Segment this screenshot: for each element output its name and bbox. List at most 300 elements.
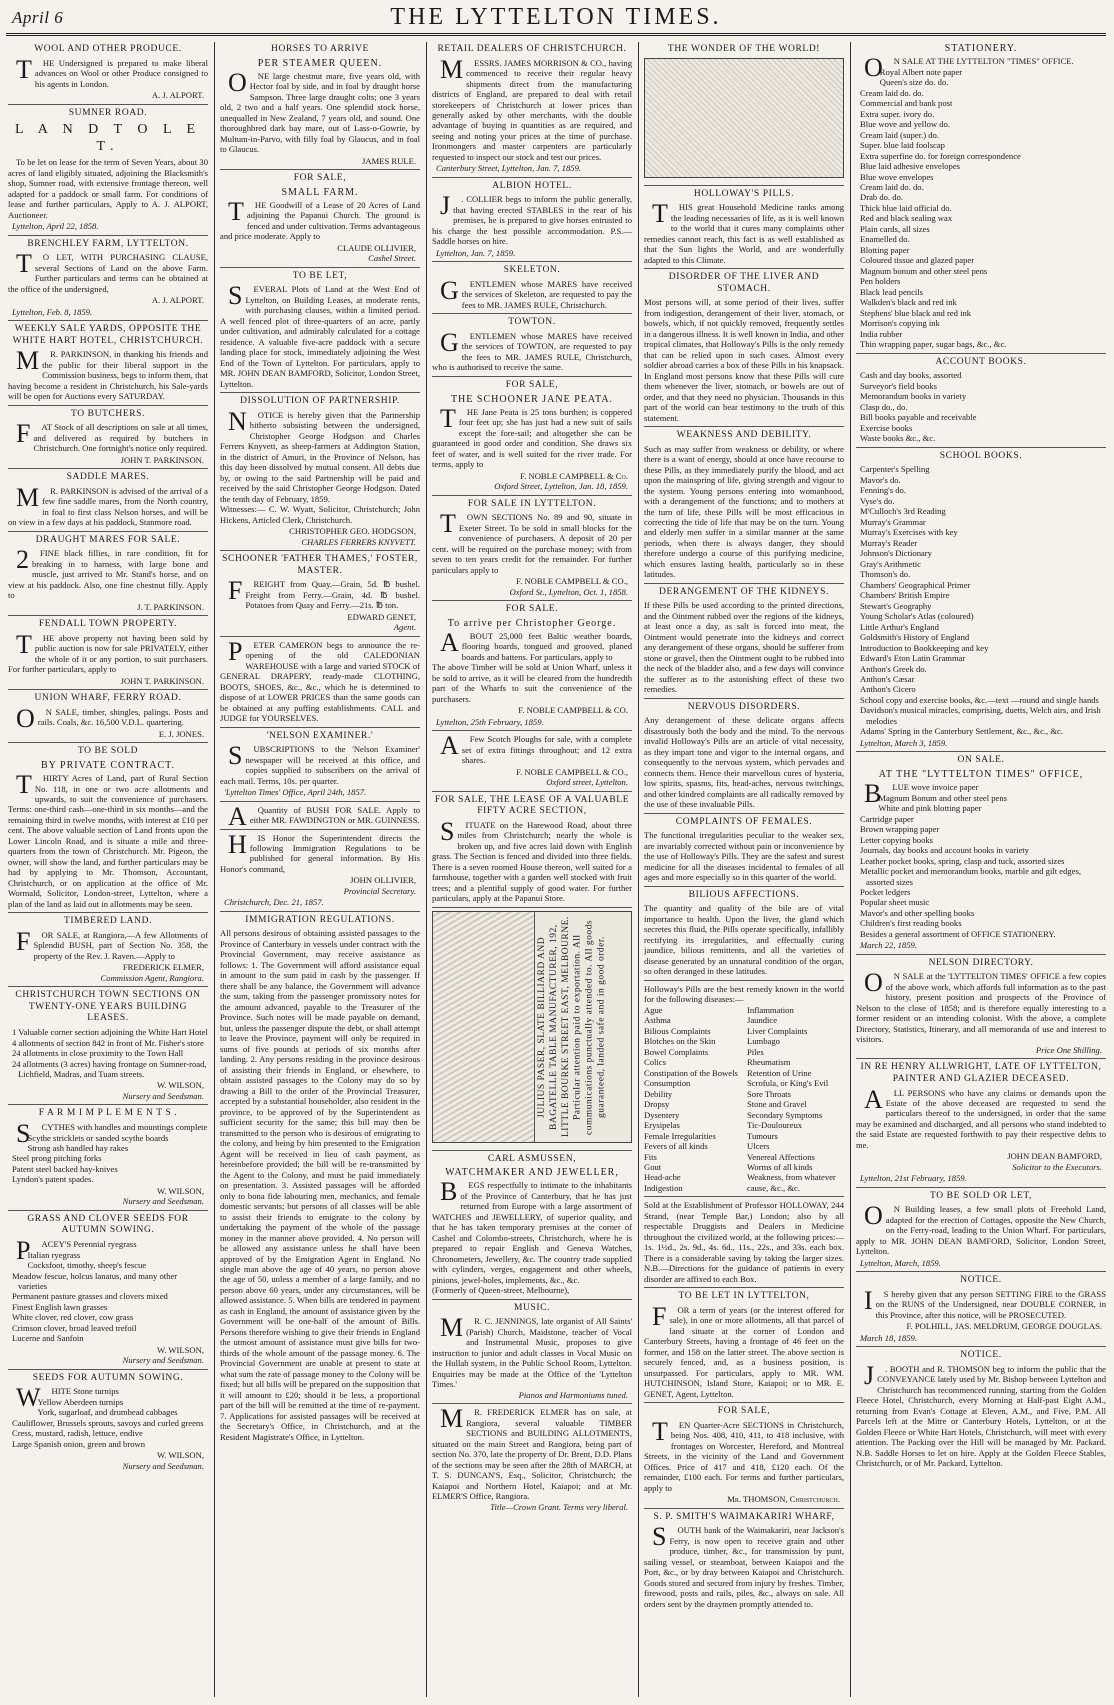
ad-text: The quantity and quality of the bile are of vital importance to health. Upon the liver, the gland which secretes this fluid, the Pills operate specifically, infallibly rectifying its irregularities, and effectually curing jaundice, bilious remittents, and all the varieties of disease generated by an unnatural condition of the organ, so often deranged in these latitudes.: [644, 903, 844, 977]
ad-dateline: 'Lyttelton Times' Office, April 24th, 1857.: [224, 787, 367, 798]
disease-item: Colics: [644, 1057, 666, 1068]
drop-cap: H: [228, 829, 247, 859]
ad-signature: W. WILSON,: [156, 1080, 204, 1091]
ad-body-text: R. C. JENNINGS, late organist of All Saints' (Parish) Church, Maidstone, teacher of Vocal and Instrumental Music, proposes to give instruction to junior and adult classes in Vocal Music on the Hullah system, in the Public School Room, Lyttelton. Enquiries may be made at the Office of the 'Lyttelton Times.': [432, 1316, 632, 1390]
ad-heading: DISORDER OF THE LIVER AND STOMACH.: [668, 272, 820, 294]
ad-text: Any derangement of these delicate organs affects disastrously both the body and the mind. To the nervous invalid Holloway's Pills are an article of vital necessity, as they impart tone and vigor to the internal organs, and consequently to the nervous system, which pervades and connects them. Hence their marvellous cures of hysteria, low spirits, spasms, fits, head-aches, nervous twitchings, and other kindred complaints are all radically removed by the use of these invaluable Pills.: [644, 715, 844, 810]
drop-cap: I: [864, 1285, 873, 1315]
advertisement: [220, 636, 420, 728]
advertisement: [644, 817, 844, 887]
ad-body-text: N SALE AT THE LYTTELTON "TIMES" OFFICE.: [893, 56, 1074, 67]
ad-body-text: To be let on lease for the term of Seven Years, about 30 acres of land eligibly situated, adjoining the Blacksmith's shop, Sumner road, with extensive frontage thereon, well adapted for a paddock or small farm. For conditions of lease and further particulars, Apply to A. J. ALPORT, Auctioneer.: [8, 157, 208, 220]
advertisement: [220, 396, 420, 551]
ad-body-text: . BOOTH and R. THOMSON beg to inform the public that the CONVEYANCE lately used by Mr. Bishop between Lyttelton and Christchurch has recommenced running, starting from the Golden Fleece Hotel, Christchurch, every Morning at Half-past Eight A.M., returning from Evan's Cottage at Eleven, A.M., and Five, P.M. All Parcels left at the Mitre or Canterbury Hotels, Lyttelton, or at the Golden Fleece or White Hart Hotels, Christchurch, will meet with every attention. The Packing over the Hill will be managed by Mr. Packard. N.B. Saddle Horses to let on hire. Apply at the Golden Fleece Stables, Christchurch, or of Mr. Packard, Lyttelton.: [856, 1363, 1106, 1469]
ad-signature-detail: Commission Agent, Rangiora.: [100, 972, 204, 983]
advertisement: [220, 731, 420, 802]
disease-item: Blotches on the Skin: [644, 1036, 716, 1047]
list-item: Walkden's black and red ink: [860, 297, 957, 308]
ad-body-text: R. FREDERICK ELMER has on sale, at Rangiora, several valuable TIMBER SECTIONS and BUILDING ALLOTMENTS, situated on the main Street and Rangiora, being part of section No. 370, late the property of Dr. Brent, D.D. Plans of the sections may be seen after the 28th of MARCH, at T. S. DUNCAN'S, Esq., Solicitor, Christchurch; the Kaiapoi and Northern Hotel, Kaiapoi; and at Mr. ELMER'S Office, Rangiora.: [432, 1407, 632, 1502]
ad-heading: TO BE LET IN LYTTELTON,: [678, 1291, 810, 1302]
advertisement: [432, 44, 632, 178]
ad-heading: WEEKLY SALE YARDS, OPPOSITE THE WHITE HART HOTEL, CHRISTCHURCH.: [12, 324, 204, 346]
ad-signature: JOHN T. PARKINSON.: [120, 454, 204, 465]
drop-cap: T: [16, 770, 32, 800]
ad-body: [432, 816, 632, 904]
advertisement: [8, 1108, 208, 1210]
advertisement: [432, 265, 632, 314]
drop-cap: T: [440, 403, 456, 433]
disease-item: Ulcers: [747, 1141, 770, 1152]
list-item: Fenning's do.: [860, 485, 906, 496]
list-item: Letter copying books: [860, 834, 934, 845]
disease-item: Sore Throats: [747, 1088, 791, 1099]
ad-heading: HOLLOWAY'S PILLS.: [693, 188, 795, 199]
ad-heading: IN RE HENRY ALLWRIGHT, LATE OF LYTTELTON, PAINTER AND GLAZIER DECEASED.: [860, 1062, 1102, 1084]
column-3: [432, 42, 632, 1697]
list-item: Gray's Arithmetic: [860, 558, 921, 569]
ad-heading: SEEDS FOR AUTUMN SOWING.: [32, 1372, 184, 1383]
disease-item: Fevers of all kinds: [644, 1141, 708, 1152]
ad-heading: NERVOUS DISORDERS.: [687, 701, 801, 712]
ad-body-text: HIS great Household Medicine ranks among the leading necessaries of life, as it is well known to the world that it cures many complaints other remedies cannot reach, this fact is as well established as that the Sun lights the World, and are wonderfully adapted to this Climate.: [644, 202, 844, 265]
drop-cap: P: [228, 636, 243, 666]
drop-cap: T: [16, 54, 32, 84]
ad-heading: SCHOONER 'FATHER THAMES,' FOSTER, MASTER.: [222, 554, 418, 576]
ad-dateline: March 22, 1859.: [860, 940, 917, 951]
drop-cap: F: [228, 576, 243, 606]
list-item: Children's first reading books: [860, 918, 962, 929]
ad-body-text: ENTLEMEN whose MARES have received the services of Skeleton, are requested to pay the fees to MR. JAMES RULE, Christchurch.: [461, 278, 632, 310]
ad-text: (Formerly of Queen-street, Melbourne),: [432, 1285, 570, 1296]
drop-cap: O: [228, 67, 247, 97]
list-item: Cream laid (super.) do.: [860, 129, 939, 140]
ad-body: [8, 545, 208, 601]
advertisement: [8, 239, 208, 321]
newspaper-title: THE LYTTELTON TIMES.: [390, 4, 722, 30]
ad-body: [432, 54, 632, 163]
list-item: Extra superfine do. for foreign correspondence: [860, 150, 1021, 161]
advertisement: [644, 430, 844, 584]
advertisement: [220, 44, 420, 170]
ad-body: [644, 1522, 844, 1609]
ad-body-text: OUTH bank of the Waimakariri, near Jackson's Ferry, is now open to receive grain and other produce, timber, &c., for transmission by punt, sailing vessel, or steamboat, between Kaiapoi and the Port, &c., or by dray between Kaiapoi and Christchurch. Goods stored and secured from injury by freshes. Timber, firewood, posts and rails, piles, &c., always on sale. All orders sent by the draymen promptly attended to.: [644, 1525, 844, 1609]
ad-heading: ACCOUNT BOOKS.: [935, 356, 1027, 367]
ad-signature-detail: Provincial Secretary.: [343, 885, 416, 896]
ad-body-text: HITE Stone turnips: [51, 1386, 119, 1397]
ad-signature: J. T. PARKINSON.: [137, 601, 204, 612]
advertisement: [8, 746, 208, 913]
advertisement: [644, 1200, 844, 1288]
ad-body-text: OR SALE, at Rangiora,—A few Allotments of Splendid BUSH, part of Section No. 358, the property of the Rev. J. Raven.—Apply to: [33, 929, 208, 961]
advertisement: [856, 43, 1106, 354]
ad-body: [856, 1084, 1106, 1151]
advertisement: [432, 795, 632, 908]
drop-cap: A: [864, 1084, 883, 1114]
ad-body: [8, 629, 208, 675]
advertisement: [432, 317, 632, 377]
ad-body: [432, 275, 632, 310]
ad-subheading: WATCHMAKER AND JEWELLER,: [445, 1167, 619, 1179]
ad-body: [220, 67, 420, 155]
ad-body-text: . COLLIER begs to inform the public generally, that having erected STABLES in the rear of his premises, he is prepared to give horses entrusted to his charge the best possible accommodation. P.S.—Saddle horses on hire.: [432, 194, 632, 247]
ad-body-text: CYTHES with handles and mountings complete: [41, 1122, 208, 1133]
ad-body-text: N Building leases, a few small plots of Freehold Land, adapted for the erection of Cottages, opposite the New Church, on the Ferry-road, leading to the Union Wharf. For particulars, apply to MR. JOHN DEAN BAMFORD, Solicitor, London Street, Lyttelton.: [856, 1204, 1106, 1257]
disease-item: Dropsy: [644, 1099, 670, 1110]
ad-signature-detail: CHARLES FERRERS KNYVETT.: [301, 536, 416, 547]
list-item: India rubber: [860, 328, 903, 339]
disease-item: Asthma: [644, 1015, 671, 1026]
disease-item: Gout: [644, 1161, 662, 1172]
list-item: Patent steel backed hay-knives: [12, 1163, 118, 1174]
list-item: Drab do. do.: [860, 192, 903, 203]
ad-signature: A. J. ALPORT.: [151, 90, 204, 101]
advertisement: [8, 108, 208, 236]
list-item: Besides a general assortment of OFFICE STATIONERY.: [860, 928, 1056, 939]
ad-signature-detail: Price One Shilling.: [1035, 1044, 1102, 1055]
ad-heading: S. P. SMITH'S WAIMAKARIRI WHARF,: [653, 1511, 835, 1522]
ad-dateline: March 18, 1859.: [860, 1332, 917, 1343]
ad-heading: WEAKNESS AND DEBILITY.: [676, 430, 812, 441]
advertisement: [644, 890, 844, 981]
ad-subheading: AT THE "LYTTELTON TIMES" OFFICE,: [878, 768, 1084, 780]
ad-signature-detail: Nursery and Seedsman.: [122, 1355, 204, 1366]
advertisement: [644, 587, 844, 699]
disease-item: Worms of all kinds: [747, 1161, 813, 1172]
ad-body: [8, 419, 208, 454]
advertisement: [432, 499, 632, 601]
drop-cap: M: [16, 346, 40, 376]
ad-body: [432, 731, 632, 766]
list-item: Anthon's Cicero: [860, 684, 916, 695]
list-item: Chambers' Geographical Primer: [860, 579, 971, 590]
ad-heading: TOWTON.: [508, 317, 556, 328]
list-item: Murray's Reader: [860, 537, 918, 548]
ad-signature: EDWARD GENET,: [347, 611, 416, 622]
list-item: Magnum Bonum and other steel pens: [878, 792, 1007, 803]
drop-cap: M: [440, 1404, 464, 1434]
engraving-caption: JULIUS PASER, SLATE BILLIARD AND BAGATELLE TABLE MANUFACTURER, 192, LITTLE BOURKE STREET EAST, MELBOURNE. Particular attention paid to exportation. All communications punctually attended to. All goods guaranteed, landed safe and in good order.: [537, 916, 607, 1138]
ad-signature: W. WILSON,: [156, 1450, 204, 1461]
masthead: [6, 2, 1106, 36]
ad-body-text: UBSCRIPTIONS to the 'Nelson Examiner' newspaper will be received at this office, and copies supplied to subscribers on the arrival of each mail. Terms, 10s. per quarter.: [220, 744, 420, 786]
ad-body: [432, 328, 632, 373]
ad-heading: SCHOOL BOOKS.: [939, 450, 1023, 461]
disease-item: Piles: [747, 1046, 764, 1057]
drop-cap: T: [16, 249, 32, 279]
ad-dateline: Lyttelton, Feb. 8, 1859.: [12, 306, 93, 317]
ad-heading: ALBION HOTEL.: [492, 180, 572, 191]
ad-body: [8, 157, 208, 220]
ad-heading: TO BUTCHERS.: [70, 408, 146, 419]
list-item: Exercise books: [860, 422, 913, 433]
drop-cap: P: [16, 1236, 31, 1266]
list-item: School copy and exercise books, &c.—text —round and single hands: [860, 694, 1099, 705]
ad-body-text: Quantity of BUSH FOR SALE. Apply to either MR. FAWDINGTON or MR. GUINNESS.: [249, 804, 420, 826]
column-divider: [426, 42, 427, 1697]
list-item: Adams' Spring in the Canterbury Settlement, &c., &c., &c.: [860, 726, 1063, 737]
ad-heading: BRENCHLEY FARM, LYTTELTON.: [27, 238, 189, 249]
ad-text: Witnesses:— C. W. Wyatt, Solicitor, Christchurch; John Hickens, Articled Clerk, Christchurch.: [220, 504, 420, 525]
list-item: Cress, mustard, radish, lettuce, endive: [12, 1428, 143, 1439]
list-item: Thomson's do.: [860, 569, 911, 580]
advertisement: [432, 911, 632, 1151]
ad-body: [644, 1301, 844, 1399]
masthead-rule: [6, 33, 1106, 36]
ad-text: The functional irregularities peculiar to the weaker sex, are invariably corrected without pain or inconvenience by the use of Holloway's Pills. They are the safest and surest medicine for all the diseases incidental to females of all ages and more especially so in this quarter of the world.: [644, 830, 844, 883]
ad-signature-detail: Agent.: [393, 622, 416, 633]
ad-body-text: EN Quarter-Acre SECTIONS in Christchurch, being Nos. 408, 410, 411, to 418 inclusive, with frontages on Worcester, Hereford, and Montreal Streets, in the vicinity of the Land and Government Offices. Price of 417 and 418, £120 each. Of the remainder, £100 each. For terms and further particulars, apply to: [644, 1419, 844, 1493]
drop-cap: G: [440, 275, 459, 305]
list-item: 4 allotments of section 842 in front of Mr. Fisher's store: [12, 1037, 204, 1048]
ad-body-text: N SALE at the 'LYTTELTON TIMES' OFFICE a few copies of the above work, which affords full information as to the past history, present position and prospects of the Province of Nelson to the close of 1858; and is therefore equally interesting to a former resident or an intending colonist. With the above, a complete Directory, Statistics, Itinerary, and all memoranda of use and interest to visitors.: [856, 971, 1106, 1045]
list-item: 24 allotments in close proximity to the Town Hall: [12, 1048, 184, 1059]
list-item: Cream laid do. do.: [860, 87, 924, 98]
list-item: Mavor's and other spelling books: [860, 907, 975, 918]
ad-subheading: STATIONERY.: [944, 43, 1018, 54]
list-item: Strong ash handled hay rakes: [27, 1142, 129, 1153]
list-item: Johnson's Dictionary: [860, 548, 932, 559]
ad-body-text: Few Scotch Ploughs for sale, with a complete set of extra fittings throughout; and 12 extra shares.: [461, 734, 632, 766]
list-item: Lucerne and Sanfoin: [12, 1333, 84, 1344]
disease-item: Jaundice: [747, 1015, 778, 1026]
drop-cap: F: [16, 926, 31, 956]
list-item: Young Scholar's Atlas (coloured): [860, 611, 974, 622]
list-item: Goldsmith's History of England: [860, 632, 970, 643]
advertisement: [432, 181, 632, 262]
ad-heading: BILIOUS AFFECTIONS.: [688, 889, 800, 900]
advertisement: [856, 451, 1106, 753]
list-item: Lyndon's patent spades.: [12, 1174, 94, 1185]
advertisement: [432, 1154, 632, 1300]
ad-body-text: HE Goodwill of a Lease of 20 Acres of Land adjoining the Papanui Church. The ground is fenced and under cultivation. Terms advantageous and price moderate. Apply to: [220, 199, 420, 242]
advertisement: [220, 173, 420, 268]
advertisement: [220, 271, 420, 393]
advertisement: [432, 1303, 632, 1404]
ad-heading: TIMBERED LAND.: [63, 916, 153, 927]
column-4: [644, 42, 844, 1697]
list-item: Permanent pasture grasses and clovers mixed: [12, 1291, 168, 1302]
list-item: Stewart's Geography: [860, 600, 932, 611]
list-item: Anthon's Greek do.: [860, 663, 927, 674]
drop-cap: N: [228, 406, 247, 436]
drop-cap: T: [228, 196, 244, 226]
disease-column-a: [644, 1005, 741, 1194]
ad-signature: JOHN DEAN BAMFORD,: [1007, 1151, 1102, 1162]
list-item: Plain cards, all sizes: [860, 223, 930, 234]
ad-signature-detail: Oxford street, Lyttelton.: [546, 777, 628, 788]
ad-text: The above Timber will be sold at Union Wharf, unless it be sold to arrive, as it will be cleared from the hundredth part of the Wharfs to suit the convenience of the purchasers.: [432, 662, 632, 704]
ad-body-text: ITUATE on the Harewood Road, about three miles from Christchurch; nearly the whole is broken up, and five acres laid down with English grass. The Section is fenced and divided into three fields. There is a seven roomed House thereon, well suited for a farmhouse, together with a garden well stocked with fruit trees; and a plentiful supply of good water. For further particulars, apply at the Papanui Store.: [432, 819, 632, 904]
list-item: Cream laid do. do.: [860, 182, 924, 192]
advertisement: [644, 984, 844, 1198]
list-item: Crimson clover, broad leaved trefoil: [12, 1322, 137, 1333]
ad-body-text: O LET, WITH PURCHASING CLAUSE, several Sections of Land on the above Farm. Further particulars and terms can be obtained at the office of the undersigned,: [8, 252, 208, 294]
list-item: Coloured tissue and glazed paper: [860, 255, 975, 266]
list-item: Pocket ledgers: [860, 886, 911, 897]
column-divider: [638, 42, 639, 1697]
ad-body: [856, 1285, 1106, 1320]
drop-cap: A: [228, 801, 247, 831]
list-item: Blue wove and yellow do.: [860, 119, 950, 130]
list-item: Royal Albert note paper: [879, 66, 963, 77]
list-item: Magnum bonum and other steel pens: [860, 265, 988, 276]
ad-subheading: BY PRIVATE CONTRACT.: [41, 759, 175, 771]
advertisement: [644, 44, 844, 186]
ad-heading: THE WONDER OF THE WORLD!: [667, 44, 821, 54]
list-item: Stephens' blue black and red ink: [860, 307, 972, 318]
ad-signature: F. POLHILL, JAS. MELDRUM, GEORGE DOUGLAS.: [906, 1321, 1102, 1332]
ad-body: [8, 770, 208, 909]
list-item: Red and black sealing wax: [860, 213, 953, 224]
list-item: Anthon's Cæsar: [860, 673, 915, 684]
ad-subheading: To arrive per Christopher George.: [447, 617, 617, 629]
ad-body: [644, 1416, 844, 1493]
list-item: Morrison's copying ink: [860, 318, 940, 329]
ad-body: [432, 1313, 632, 1390]
drop-cap: M: [440, 1313, 464, 1343]
ad-heading: COMPLAINTS OF FEMALES.: [675, 816, 813, 827]
ad-signature: A. J. ALPORT.: [151, 295, 204, 306]
advertisement: [856, 1275, 1106, 1347]
ad-signature: E. J. JONES.: [158, 728, 204, 739]
ad-body: [856, 1360, 1106, 1469]
advertisement: [856, 1191, 1106, 1272]
ad-heading: TO BE LET,: [292, 270, 348, 281]
disease-item: Tumours: [747, 1130, 778, 1141]
advertisement: [220, 829, 420, 912]
list-item: White clover, red clover, cow grass: [12, 1312, 134, 1323]
disease-item: Lumbago: [747, 1036, 780, 1047]
list-item: Cartridge paper: [860, 813, 914, 824]
list-item: Steel prong pitching forks: [12, 1153, 102, 1164]
ad-signature: JOHN OLLIVIER,: [350, 875, 416, 886]
drop-cap: S: [228, 281, 243, 311]
list-item: Blue laid adhesive envelopes: [860, 161, 960, 172]
advertisement: [856, 1062, 1106, 1188]
list-item: Little Arthur's England: [860, 621, 939, 632]
ad-signature: CHRISTOPHER GEO. HODGSON,: [289, 526, 416, 537]
ad-signature: CLAUDE OLLIVIER,: [337, 242, 416, 253]
ad-text: Such as may suffer from weakness or debility, or where there is a want of energy, should at once have recourse to these Pills, as they immediately purify the blood, and act upon the mainspring of life, giving strength and vigour to the system. Young persons entering into womanhood, with a derangement of the functions; and to mothers at the turn of life, these Pills will be most efficacious in correcting the tide of life that may be on the turn. Young and elderly men suffer in a similar manner at the same periods, when there is always danger, they should therefore undergo a course of this purifying medicine, which ensures lasting health, particularly so in these latitudes.: [644, 443, 844, 580]
ad-body-text: R. PARKINSON is advised of the arrival of a few fine saddle mares, from the North country, in foal to first class Nelson horses, and will be on view in a few days at his paddock, Stanmore road.: [8, 485, 208, 528]
ad-body: [432, 1404, 632, 1502]
ad-body-text: N SALE, timber, shingles, palings. Posts and rails. Coals, &c. 16,500 V.D.L. quartering.: [37, 706, 208, 728]
ad-body-text: ESSRS. JAMES MORRISON & CO., having commenced to receive their regular heavy shipments direct from the manufacturing districts of England, are prepared to deal with retail storekeepers of Christchurch at lower prices than generally asked by other merchants, with the double advantage of buying in quantities as are required, and seeing and noting your prices at the time of purchase. Ironmongers and master carpenters are particularly requested to inspect our stock and test our prices.: [432, 57, 632, 162]
ad-body-text: HE Jane Peata is 25 tons burthen; is coppered four feet up; she has just had a new suit of sails except the fore-sail; and altogether she can be guaranteed in good order and condition. She draws six feet of water, and is well suited for the river trade. For terms, apply to: [432, 406, 632, 470]
list-item: White and pink blotting paper: [878, 803, 982, 814]
ad-heading: DERANGEMENT OF THE KIDNEYS.: [659, 586, 829, 597]
list-item: Memorandum books in variety: [860, 391, 967, 402]
ad-heading: F A R M I M P L E M E N T S .: [38, 1108, 178, 1119]
list-item: Thick blue laid official do.: [860, 202, 952, 213]
ad-heading: NELSON DIRECTORY.: [928, 957, 1034, 968]
ad-body: [8, 346, 208, 402]
ad-text: If these Pills be used according to the printed directions, and the Ointment rubbed over the regions of the kidneys, at least once a day, as salt is forced into meat, the Ointment would penetrate into the kidneys and correct any derangement of these organs, should be sufferer from stone or gravel, then the Ointment ought to be rubbed into the neck of the bladder also, and a few days will convince the sufferer as to the astonishing effect of these two remedies.: [644, 600, 844, 695]
ad-dateline: Canterbury Street, Lyttelton, Jan. 7, 1859.: [436, 163, 582, 174]
list-item: Mavor's do.: [860, 474, 901, 485]
advertisement: [644, 1512, 844, 1612]
ad-heading: FOR SALE,: [717, 1406, 771, 1417]
list-item: Leather pocket books, spring, clasp and tuck, assorted sizes: [860, 855, 1065, 866]
list-item: Waste books &c., &c.: [860, 433, 936, 444]
list-item: Metallic pocket and memorandum books, marble and gilt edges, assorted sizes: [860, 866, 1081, 887]
ad-body: [8, 926, 208, 961]
column-1: [8, 42, 208, 1697]
ad-body-text: LL PERSONS who have any claims or demands upon the Estate of the above deceased are requested to send the particulars thereof to the undersigned, in order that the same may be examined and discharged, and all persons who stand indebted to the said Estate are requested forthwith to pay their respective debts to me.: [856, 1087, 1106, 1150]
ad-body: [8, 482, 208, 528]
advertisement: [8, 1373, 208, 1474]
ad-dateline: Lyttelton, 25th February, 1859.: [436, 716, 544, 727]
ad-heading: SADDLE MARES.: [66, 472, 150, 483]
drop-cap: O: [864, 53, 883, 83]
drop-cap: S: [440, 816, 455, 846]
disease-item: Fits: [644, 1151, 657, 1162]
ad-heading: MUSIC.: [513, 1302, 551, 1313]
advertisement: [8, 472, 208, 532]
ad-signature-detail: Nursery and Seedsman.: [122, 1196, 204, 1207]
disease-item: Bilious Complaints: [644, 1025, 711, 1036]
ad-subheading: PER STEAMER QUEEN.: [257, 57, 383, 69]
list-item: Clasp do., do.: [860, 401, 908, 412]
ad-subheading: SMALL FARM.: [281, 186, 359, 198]
drop-cap: S: [652, 1522, 667, 1552]
list-item: Cocksfoot, timothy, sheep's fescue: [27, 1260, 147, 1271]
ad-text: Holloway's Pills are the best remedy known in the world for the following diseases:—: [644, 983, 844, 1005]
disease-item: Constipation of the Bowels: [644, 1067, 738, 1078]
ad-body-text: OR a term of years (or the interest offered for sale), in one or more allotments, all that parcel of land situate at the corner of London and Canterbury Streets, having a frontage of 46 feet on the former, and 158 on the latter street. The above section is securely fenced, and, as a business position, is unsurpassed. For particulars, apply to MR. WM. HUTCHINSON, Island Store, Kaiapoi; or to MR. E. GENET, Agent, Lyttelton.: [644, 1304, 844, 1399]
advertisement: [8, 324, 208, 406]
ad-text: Most persons will, at some period of their lives, suffer from indigestion, derangement of their liver, stomach, or bowels, which, if not quickly removed, frequently settles in a dangerous illness. It is well known in India, and other tropical climates, that Holloway's Pills is the only remedy that can be relied upon in such cases. Almost every soldier abroad carries a box of these Pills in his knapsack. In England most persons know that these Pills will cure them whenever the liver, stomach, or bowels are out of order, and that they need no physician. Thousands in this part of the world can bear testimony to the truth of this statement.: [644, 297, 844, 423]
ad-heading: FOR SALE IN LYTTELTON.: [467, 498, 597, 509]
list-item: Blotting paper: [860, 244, 910, 255]
ad-dateline: Lyttelton, April 22, 1858.: [12, 221, 99, 232]
list-item: Thin wrapping paper, sugar bags, &c., &c.: [860, 339, 1007, 350]
drop-cap: O: [864, 1201, 883, 1231]
ad-signature: JAMES RULE.: [362, 155, 416, 166]
advertisement: [8, 409, 208, 470]
ad-body-text: EGS respectfully to intimate to the inhabitants of the Province of Canterbury, that he has just returned from Europe with a large assortment of WATCHES and JEWELLERY, of superior quality, and that he has taken temporary premises at the corner of Cashel and Colombo-streets, Christchurch, where he is prepared to repair English and Geneva Watches, Chronometers, Jewellery, &c. The country trade supplied with cylinders, verges, engagement and other wheels, pinions, jewel-holes, implements, &c., &c.: [432, 1180, 632, 1285]
ad-body: [220, 829, 420, 875]
ad-body-text: ACEY'S Perennial ryegrass: [41, 1239, 137, 1250]
list-item: Cash and day books, assorted: [860, 370, 962, 381]
advertisement: [644, 1406, 844, 1508]
ad-signature: Mr. THOMSON, Christchurch.: [727, 1494, 840, 1505]
column-divider: [850, 42, 851, 1697]
ad-body-text: EVERAL Plots of Land at the West End of Lyttelton, on Building Leases, at moderate rents, with purchasing clauses, within a limited period. A well fenced plot of three-quarters of an acre, partly under cultivation, and admirably calculated for a cottage residence. A valuable five-acre paddock with a secure landing place for stock, immediately adjoining the West End of the Town of Lyttelton. For particulars, apply to MR. JOHN DEAN BAMFORD, Solicitor, London Street, Lyttelton.: [220, 284, 420, 389]
ad-body: [432, 1177, 632, 1285]
disease-item: Venereal Affections: [747, 1151, 815, 1162]
list-item: Introduction to Bookkeeping and key: [860, 642, 989, 653]
billiard-table-picture: [433, 912, 535, 1142]
issue-date: April 6: [12, 8, 64, 27]
ad-signature: W. WILSON,: [156, 1185, 204, 1196]
ad-body-text: OTICE is hereby given that the Partnership hitherto subsisting between the undersigned, Christopher George Hodgson and Charles Ferrers Knyvett, as sheep-farmers at Addington Station, in the district of Amuri, in the Province of Nelson, has this day been dissolved by mutual consent. All debts due by, or owing to the said Partnership will be paid and received by the said Christopher George Hodgson. Dated the tenth day of February, 1859.: [220, 409, 420, 504]
drop-cap: T: [652, 199, 668, 229]
drop-cap: M: [16, 482, 40, 512]
disease-item: Dysentery: [644, 1109, 680, 1120]
list-item: Murray's Grammar: [860, 516, 926, 527]
ad-heading: UNION WHARF, FERRY ROAD.: [34, 693, 182, 704]
ad-body: [220, 741, 420, 786]
ad-heading: CARL ASMUSSEN,: [487, 1153, 577, 1164]
list-item: Journals, day books and account books in variety: [860, 845, 1029, 856]
advertisement: [644, 189, 844, 269]
list-item: Blue wove envelopes: [860, 171, 934, 182]
engraving-illustration: [644, 58, 844, 178]
ad-signature: F. NOBLE CAMPBELL & CO.,: [516, 576, 628, 587]
drop-cap: G: [440, 328, 459, 357]
disease-item: Inflammation: [747, 1004, 794, 1015]
